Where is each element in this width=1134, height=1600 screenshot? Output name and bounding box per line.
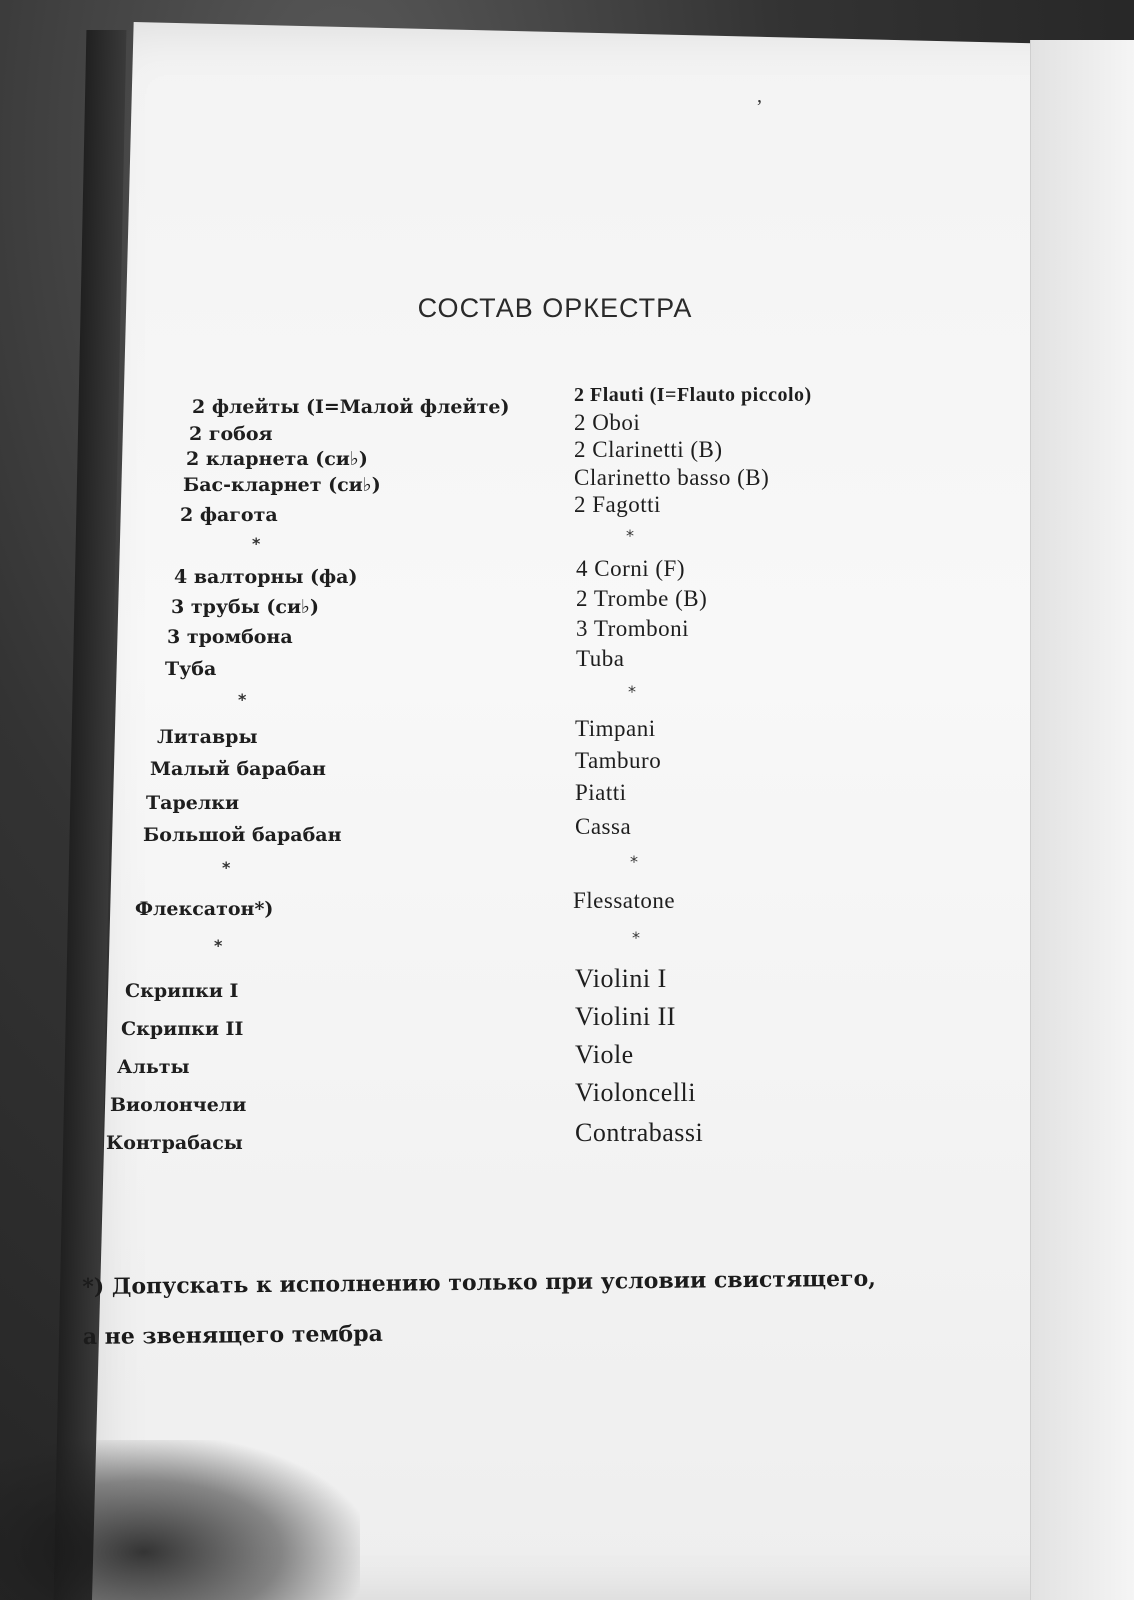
ru-cymbals: Тарелки <box>146 792 240 814</box>
ru-flutes: 2 флейты (I=Малой флейте) <box>192 396 510 418</box>
it-cassa: Cassa <box>575 814 632 839</box>
footnote-line-2: а не звенящего тембра <box>82 1320 383 1350</box>
it-tamburo: Tamburo <box>575 748 662 773</box>
ru-trumpets: 3 трубы (си♭) <box>171 596 319 618</box>
ru-bass-clarinet: Бас-кларнет (си♭) <box>183 474 381 496</box>
ru-flexatone: Флексатон*) <box>135 898 274 920</box>
page-title: СОСТАВ ОРКЕСТРА <box>417 293 693 323</box>
it-oboi: 2 Oboi <box>574 410 641 435</box>
it-flauti: 2 Flauti (I=Flauto piccolo) <box>574 384 812 406</box>
ru-oboes: 2 гобоя <box>189 423 273 445</box>
it-flessatone: Flessatone <box>573 888 676 913</box>
ru-violins-1: Скрипки I <box>125 980 239 1002</box>
ru-separator-star: * <box>252 534 261 553</box>
it-contrabassi: Contrabassi <box>575 1118 704 1147</box>
ru-tuba: Туба <box>165 658 217 680</box>
footnote-line-1: *) Допускать к исполнению только при условии свистящего, <box>82 1265 876 1300</box>
it-separator-star: * <box>626 526 635 545</box>
ru-separator-star: * <box>214 936 223 955</box>
it-separator-star: * <box>632 928 641 947</box>
ru-bassoons: 2 фагота <box>180 504 278 526</box>
it-trombe: 2 Trombe (B) <box>576 586 708 611</box>
it-viole: Viole <box>575 1040 634 1069</box>
it-fagotti: 2 Fagotti <box>574 492 661 517</box>
ru-snare-drum: Малый барабан <box>150 758 326 780</box>
it-clarinetti: 2 Clarinetti (B) <box>574 437 723 462</box>
ru-violas: Альты <box>117 1056 190 1078</box>
ru-violins-2: Скрипки II <box>121 1018 244 1040</box>
ru-separator-star: * <box>222 858 231 877</box>
ru-trombones: 3 тромбона <box>167 626 293 648</box>
ru-clarinets: 2 кларнета (си♭) <box>186 448 368 470</box>
ru-cellos: Виолончели <box>110 1094 247 1116</box>
it-tuba: Tuba <box>576 646 625 671</box>
it-violini-1: Violini I <box>575 964 667 993</box>
ru-horns: 4 валторны (фа) <box>174 566 358 588</box>
it-timpani: Timpani <box>575 716 656 741</box>
book-page <box>92 22 1134 1600</box>
it-separator-star: * <box>630 852 639 871</box>
it-violini-2: Violini II <box>575 1002 676 1031</box>
ru-bass-drum: Большой барабан <box>143 824 342 846</box>
it-clarinetto-basso: Clarinetto basso (B) <box>574 465 770 490</box>
footnote <box>82 1252 1043 1362</box>
ru-timpani: Литавры <box>157 726 258 748</box>
page-mark: ’ <box>756 96 763 118</box>
ru-separator-star: * <box>238 690 247 709</box>
next-page-edge <box>1030 40 1134 1600</box>
it-corni: 4 Corni (F) <box>576 556 685 581</box>
it-violoncelli: Violoncelli <box>575 1078 696 1107</box>
finger-shadow <box>0 1440 360 1600</box>
ru-double-basses: Контрабасы <box>106 1132 243 1154</box>
it-separator-star: * <box>628 682 637 701</box>
it-tromboni: 3 Tromboni <box>576 616 690 641</box>
it-piatti: Piatti <box>575 780 627 805</box>
